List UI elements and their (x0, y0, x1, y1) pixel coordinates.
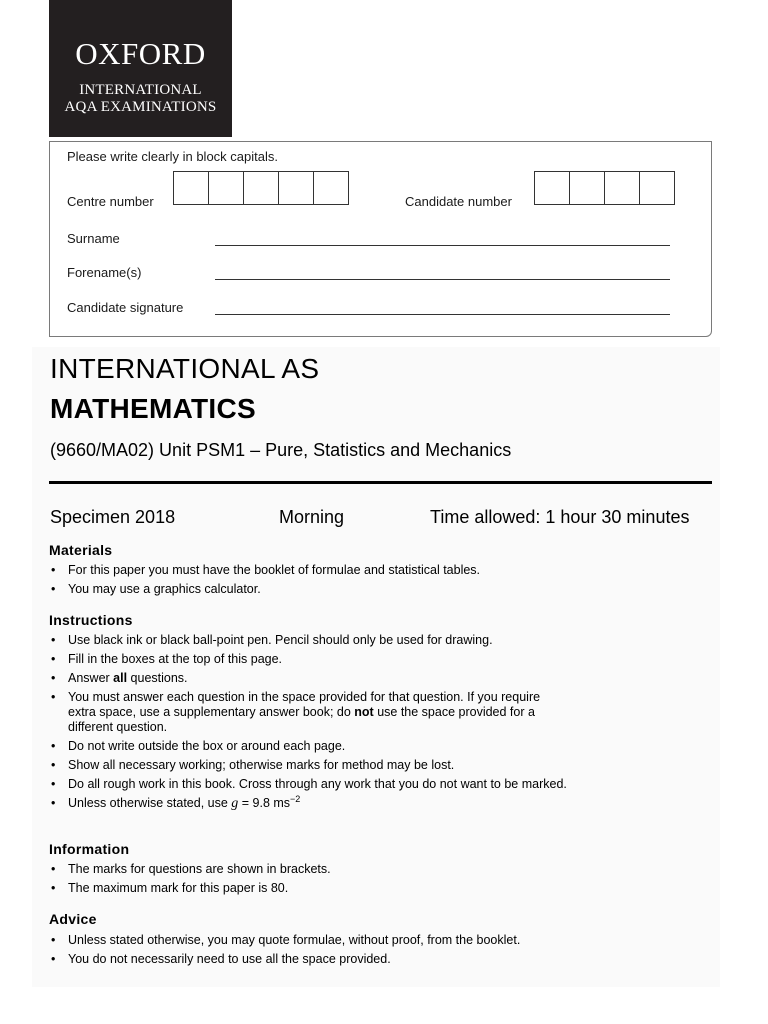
list-item: • Show all necessary working; otherwise marks for method may be lost. (49, 758, 569, 773)
signature-line[interactable] (215, 314, 670, 315)
time-allowed-label: Time allowed: 1 hour 30 minutes (430, 507, 690, 527)
list-item: • Answer all questions. (49, 671, 569, 686)
session-label: Specimen 2018 (50, 507, 176, 527)
forenames-line[interactable] (215, 279, 670, 280)
candidate-number-boxes[interactable] (535, 171, 675, 205)
candidate-number-digit[interactable] (639, 171, 675, 205)
instructions-heading: Instructions (49, 612, 133, 628)
list-item: • You must answer each question in the space provided for that question. If you require extra space, use a supplementary answer book; do not use the space provided for a different question. (49, 690, 569, 735)
list-item: • For this paper you must have the booklet of formulae and statistical tables. (49, 563, 569, 578)
time-of-day-label: Morning (279, 507, 345, 527)
list-item: • The maximum mark for this paper is 80. (49, 881, 569, 896)
surname-line[interactable] (215, 245, 670, 246)
logo-line-international: INTERNATIONAL (79, 82, 202, 98)
candidate-number-digit[interactable] (604, 171, 640, 205)
list-item: • Do all rough work in this book. Cross through any work that you do not want to be marked. (49, 777, 569, 792)
centre-number-digit[interactable] (278, 171, 314, 205)
centre-number-boxes[interactable] (174, 171, 349, 205)
centre-number-label: Centre number (67, 194, 154, 209)
candidate-number-digit[interactable] (534, 171, 570, 205)
information-heading: Information (49, 841, 130, 857)
list-item: • Fill in the boxes at the top of this page. (49, 652, 569, 667)
oxford-aqa-logo (49, 0, 232, 137)
subject-title: MATHEMATICS (50, 393, 257, 424)
information-list (49, 862, 569, 900)
unit-title: (9660/MA02) Unit PSM1 – Pure, Statistics and Mechanics (50, 440, 512, 460)
list-item: • Unless stated otherwise, you may quote formulae, without proof, from the booklet. (49, 933, 569, 948)
advice-heading: Advice (49, 911, 97, 927)
list-item: • You do not necessarily need to use all the space provided. (49, 952, 569, 967)
qualification-title: INTERNATIONAL AS (50, 353, 320, 384)
advice-list (49, 933, 569, 971)
candidate-number-label: Candidate number (405, 194, 512, 209)
list-item: • You may use a graphics calculator. (49, 582, 569, 597)
list-item: • Do not write outside the box or around each page. (49, 739, 569, 754)
list-item: • The marks for questions are shown in brackets. (49, 862, 569, 877)
list-item: • Use black ink or black ball-point pen. Pencil should only be used for drawing. (49, 633, 569, 648)
materials-list (49, 563, 569, 601)
centre-number-digit[interactable] (208, 171, 244, 205)
title-divider (49, 481, 712, 484)
logo-line-oxford: OXFORD (75, 36, 206, 71)
candidate-details-box (49, 141, 712, 337)
signature-label: Candidate signature (67, 300, 184, 315)
centre-number-digit[interactable] (243, 171, 279, 205)
centre-number-digit[interactable] (313, 171, 349, 205)
materials-heading: Materials (49, 542, 113, 558)
surname-label: Surname (67, 231, 120, 246)
block-capitals-instruction: Please write clearly in block capitals. (67, 149, 278, 164)
logo-line-aqa-examinations: AQA EXAMINATIONS (64, 99, 217, 115)
list-item: • Unless otherwise stated, use g = 9.8 $ms^{-2}$ (49, 796, 569, 811)
centre-number-digit[interactable] (173, 171, 209, 205)
candidate-number-digit[interactable] (569, 171, 605, 205)
instructions-list (49, 633, 569, 815)
forenames-label: Forename(s) (67, 265, 142, 280)
